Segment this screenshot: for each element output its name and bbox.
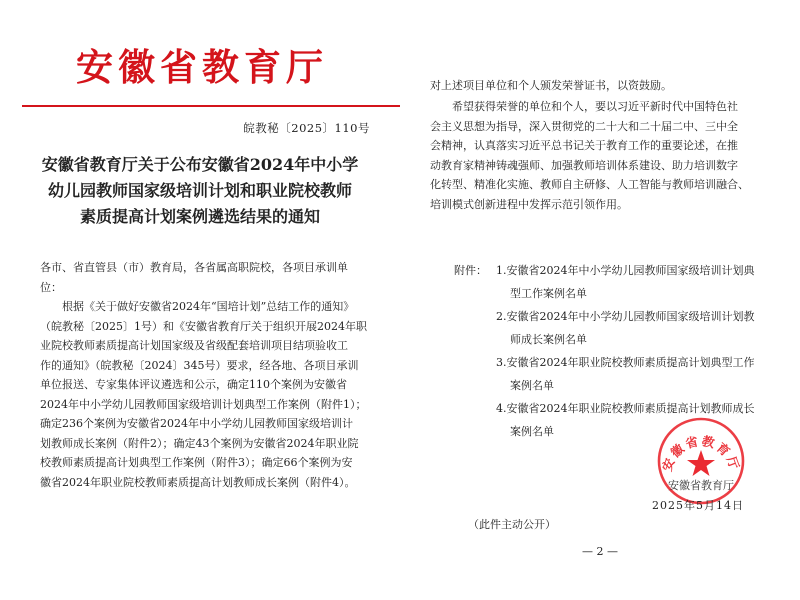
title-line: 安徽省教育厅关于公布安徽省2024年中小学 — [41, 155, 359, 174]
attachment-item: 3.安徽省2024年职业院校教师素质提高计划典型工作 — [496, 356, 755, 369]
hope-line: 会主义思想为指导，深入贯彻党的二十大和二十届二中、三中全 — [430, 119, 738, 133]
hope-line: 培训模式创新进程中发挥示范引领作用。 — [430, 197, 628, 211]
hope-line: 希望获得荣誉的单位和个人，要以习近平新时代中国特色社 — [452, 100, 738, 113]
attachment-item: 4.安徽省2024年职业院校教师素质提高计划教师成长 — [496, 402, 755, 415]
public-note: （此件主动公开） — [468, 518, 556, 531]
star-icon — [687, 450, 715, 476]
salutation-line: 各市、省直管县（市）教育局，各省属高职院校，各项目承训单 — [40, 261, 348, 274]
paragraph-line: 作的通知》（皖教秘〔2024〕345号）要求，经各地、各项目承训 — [40, 358, 359, 372]
attachment-item-cont: 型工作案例名单 — [510, 287, 587, 300]
main-paragraph — [40, 297, 380, 492]
paragraph-line: （皖教秘〔2025〕1号）和《安徽省教育厅关于组织开展2024年职 — [40, 319, 367, 333]
right-page — [400, 0, 800, 600]
closing-text: 对上述项目单位和个人颁发荣誉证书，以资鼓励。 — [430, 79, 672, 92]
seal-text: 安徽省教育厅 — [659, 433, 743, 474]
document-title — [20, 152, 380, 230]
paragraph-line: 确定236个案例为安徽省2024年中小学幼儿园教师国家级培训计 — [40, 417, 353, 430]
attachment-item-cont: 师成长案例名单 — [510, 333, 587, 346]
title-line: 幼儿园教师国家级培训计划和职业院校教师 — [47, 181, 352, 200]
hope-paragraph — [430, 97, 749, 214]
attachment-item: 1.安徽省2024年中小学幼儿园教师国家级培训计划典 — [496, 264, 755, 277]
salutation — [40, 258, 348, 297]
paragraph-line: 2024年中小学幼儿园教师国家级培训计划典型工作案例（附件1）； — [40, 397, 367, 411]
page-number: — 2 — — [582, 545, 618, 558]
attachment-item-cont: 案例名单 — [510, 425, 554, 438]
hope-line: 动教育家精神铸魂强师、加强教师培训体系建设、助力培训数字 — [430, 158, 738, 172]
title-line: 素质提高计划案例遴选结果的通知 — [79, 207, 320, 226]
hope-line: 会精神，认真落实习近平总书记关于教育工作的重要论述，在推 — [430, 139, 738, 152]
paragraph-line: 单位报送、专家集体评议遴选和公示，确定110个案例为安徽省 — [40, 378, 347, 391]
hope-line: 化转型、精准化实施、教师自主研修、人工智能与教师培训融合、 — [430, 178, 749, 191]
attachments-heading: 附件： — [454, 264, 487, 277]
closing-line — [430, 76, 672, 96]
attachment-item-cont: 案例名单 — [510, 379, 554, 392]
document-number: 皖教秘〔2025〕110号 — [243, 121, 370, 135]
salutation-line: 位： — [40, 280, 62, 294]
paragraph-line: 校教师素质提高计划典型工作案例（附件3）；确定66个案例为安 — [40, 456, 353, 469]
paragraph-line: 根据《关于做好安徽省2024年“国培计划”总结工作的通知》 — [62, 300, 355, 313]
agency-header: 安徽省教育厅 — [76, 46, 328, 89]
paragraph-line: 徽省2024年职业院校教师素质提高计划教师成长案例（附件4）。 — [40, 475, 356, 489]
paragraph-line: 划教师成长案例（附件2）；确定43个案例为安徽省2024年职业院 — [40, 436, 359, 450]
issue-date: 2025年5月14日 — [652, 499, 744, 512]
paragraph-line: 业院校教师素质提高计划国家级及省级配套培训项目结项验收工 — [40, 339, 348, 352]
red-divider — [22, 105, 400, 107]
issuer-name: 安徽省教育厅 — [668, 479, 734, 492]
attachment-item: 2.安徽省2024年中小学幼儿园教师国家级培训计划教 — [496, 310, 755, 323]
